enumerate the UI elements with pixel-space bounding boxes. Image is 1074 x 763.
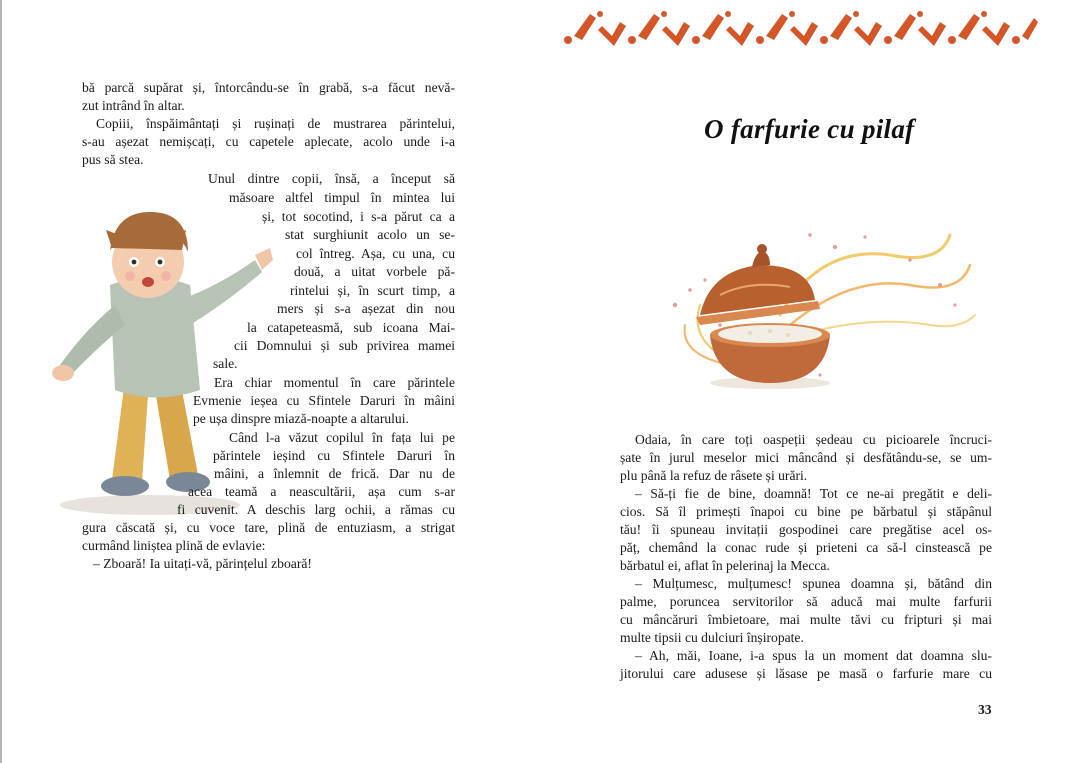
left-text-line: col întreg. Așa, cu una, cu (296, 246, 455, 261)
left-text-line: pe ușa dinspre miază-noapte a altarului. (193, 411, 409, 426)
left-text-line: cii Domnului și sub privirea mamei (234, 338, 455, 353)
left-text-line: bă parcă supărat și, întorcându-se în grabă, s-a făcut nevă- (82, 80, 455, 95)
left-text-line: mâini, a înlemnit de frică. Dar nu de (214, 466, 455, 481)
right-text-line: cu mâncăruri îmbietoare, mai multe tăvi cu fripturi și mai (620, 612, 992, 627)
right-text-line: Odaia, în care toți oaspeții ședeau cu picioarele încruci- (635, 432, 992, 447)
right-text-line: bărbatul ei, aflat în pelerinaj la Mecca. (620, 558, 830, 573)
right-text-line: tău! îi spuneau invitații gospodinei care pregătise acel os- (620, 522, 992, 537)
right-text-line: păț, chemând la conac rude și prieteni ca să-l cinstească pe (620, 540, 992, 555)
right-text-line: – Ah, măi, Ioane, i-a spus la un moment dat doamna slu- (635, 648, 992, 663)
left-text-line: acea teamă a neascultării, așa cum s-ar (188, 484, 455, 499)
left-text-line: fi cuvenit. A deschis larg ochii, a rămas cu (177, 502, 455, 517)
left-text-line: sale. (213, 356, 238, 371)
right-text-line: – Să-ți fie de bine, doamnă! Tot ce ne-ai pregătit e deli- (635, 486, 992, 501)
left-text-line: Era chiar momentul în care părintele (214, 375, 455, 390)
right-text-line: multe tipsii cu dulciuri înșiropate. (620, 630, 804, 645)
left-text-line: și, tot socotind, i s-a părut ca a (262, 209, 455, 224)
right-text-line: șate în jurul meselor mici mâncând și desfătându-se, se um- (620, 450, 992, 465)
left-text-line: zut intrând în altar. (82, 98, 185, 113)
right-text-line: jitorului care adusese și lăsase pe masă o farfurie mare cu (620, 666, 992, 681)
right-text-line: cios. Să îl primești înapoi cu bine pe bărbatul și stăpânul (620, 504, 992, 519)
right-text-line: palme, poruncea servitorilor să aducă mai multe farfurii (620, 594, 992, 609)
left-text-line: Copiii, înspăimântați și rușinați de mustrarea părintelui, (96, 116, 455, 131)
left-text-line: stat surghiunit acolo un se- (285, 227, 455, 242)
left-text-line: gura căscată și, cu voce tare, plină de entuziasm, a strigat (82, 520, 455, 535)
left-text-line: pus să stea. (82, 152, 144, 167)
left-text-line: Unul dintre copii, însă, a început să (208, 171, 455, 186)
right-text-line: plu până la refuz de râsete și urări. (620, 468, 808, 483)
page-number: 33 (978, 702, 992, 717)
left-text-line: – Zboară! Ia uitați-vă, părințelul zboară! (93, 556, 312, 571)
chapter-title: O farfurie cu pilaf (704, 114, 915, 144)
left-text-line: la catapeteasmă, sub icoana Mai- (247, 320, 455, 335)
left-text-line: Evmenie ieșea cu Sfintele Daruri în mâini (193, 393, 455, 408)
left-text-line: măsoare altfel timpul în mintea lui (229, 190, 455, 205)
left-text-line: rintelui și, în scurt timp, a (290, 283, 455, 298)
left-text-line: Când l-a văzut copilul în fața lui pe (229, 430, 455, 445)
left-text-line: două, a uitat vorbele pă- (294, 264, 455, 279)
left-text-line: părintele ieșind cu Sfintele Daruri în (213, 448, 455, 463)
pilaf-pot-illustration (660, 225, 980, 395)
left-text-line: mers și s-a așezat din nou (277, 301, 455, 316)
folk-zigzag-border-icon (560, 6, 1040, 50)
left-text-line: curmând liniștea plină de evlavie: (82, 538, 266, 553)
left-text-line: s-au așezat nemișcați, cu capetele aplecate, acolo unde i-a (82, 134, 455, 149)
right-text-line: – Mulțumesc, mulțumesc! spunea doamna și, bătând din (635, 576, 992, 591)
